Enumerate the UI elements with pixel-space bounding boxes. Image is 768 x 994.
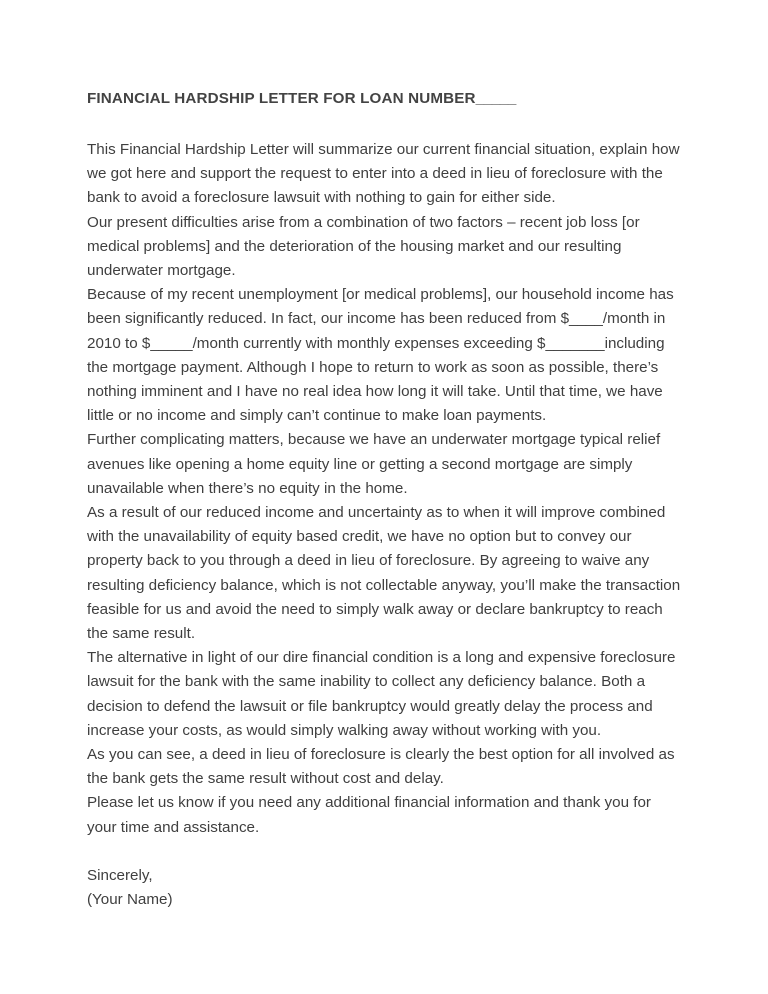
closing-salutation: Sincerely, bbox=[87, 866, 153, 884]
letter-paragraph: As you can see, a deed in lieu of foreclosure is clearly the best option for all involved as the bank gets the same result without cost and delay. bbox=[87, 746, 675, 788]
loan-number-blank: _____ bbox=[475, 90, 516, 107]
signature-name: (Your Name) bbox=[87, 891, 173, 909]
page-title bbox=[87, 88, 681, 110]
letter-paragraph: Our present difficulties arise from a combination of two factors – recent job loss [or medical problems] and the deterioration of the housing market and our resulting underwater mortgage. bbox=[87, 213, 640, 280]
letter-paragraphs bbox=[87, 138, 681, 840]
signature-block bbox=[87, 864, 681, 912]
letter-paragraph: This Financial Hardship Letter will summarize our current financial situation, explain how we got here and support the request to enter into a deed in lieu of foreclosure with the bank to avoid a foreclosure lawsuit with nothing to gain for either side. bbox=[87, 141, 680, 207]
letter-paragraph: As a result of our reduced income and uncertainty as to when it will improve combined with the unavailability of equity based credit, we have no option but to convey our property back to you through a deed in lieu of foreclosure. By agreeing to waive any resulting deficiency balance, which is not collectable anyway, you’ll make the transaction feasible for us and avoid the need to simply walk away or declare bankruptcy to reach the same result. bbox=[87, 504, 681, 643]
letter-content bbox=[87, 88, 681, 912]
letter-paragraph: The alternative in light of our dire financial condition is a long and expensive foreclosure lawsuit for the bank with the same inability to collect any deficiency balance. Both a decision to defend the lawsuit or file bankruptcy would greatly delay the process and increase your costs, as would simply walking away without working with you. bbox=[87, 649, 676, 739]
letter-paragraph: Because of my recent unemployment [or medical problems], our household income has been significantly reduced. In fact, our income has been reduced from $____/month in 2010 to $_____/month currently with monthly expenses exceeding $_______including the mortgage payment. Although I hope to return to work as soon as possible, there’s nothing imminent and I have no real idea how long it will take. Until that time, we have little or no income and simply can’t continue to make loan payments. bbox=[87, 286, 674, 425]
letter-paragraph: Further complicating matters, because we have an underwater mortgage typical relief avenues like opening a home equity line or getting a second mortgage are simply unavailable when there’s no equity in the home. bbox=[87, 431, 661, 497]
letter-paragraph: Please let us know if you need any additional financial information and thank you for your time and assistance. bbox=[87, 794, 651, 836]
page-title-text: FINANCIAL HARDSHIP LETTER FOR LOAN NUMBER bbox=[87, 90, 476, 107]
